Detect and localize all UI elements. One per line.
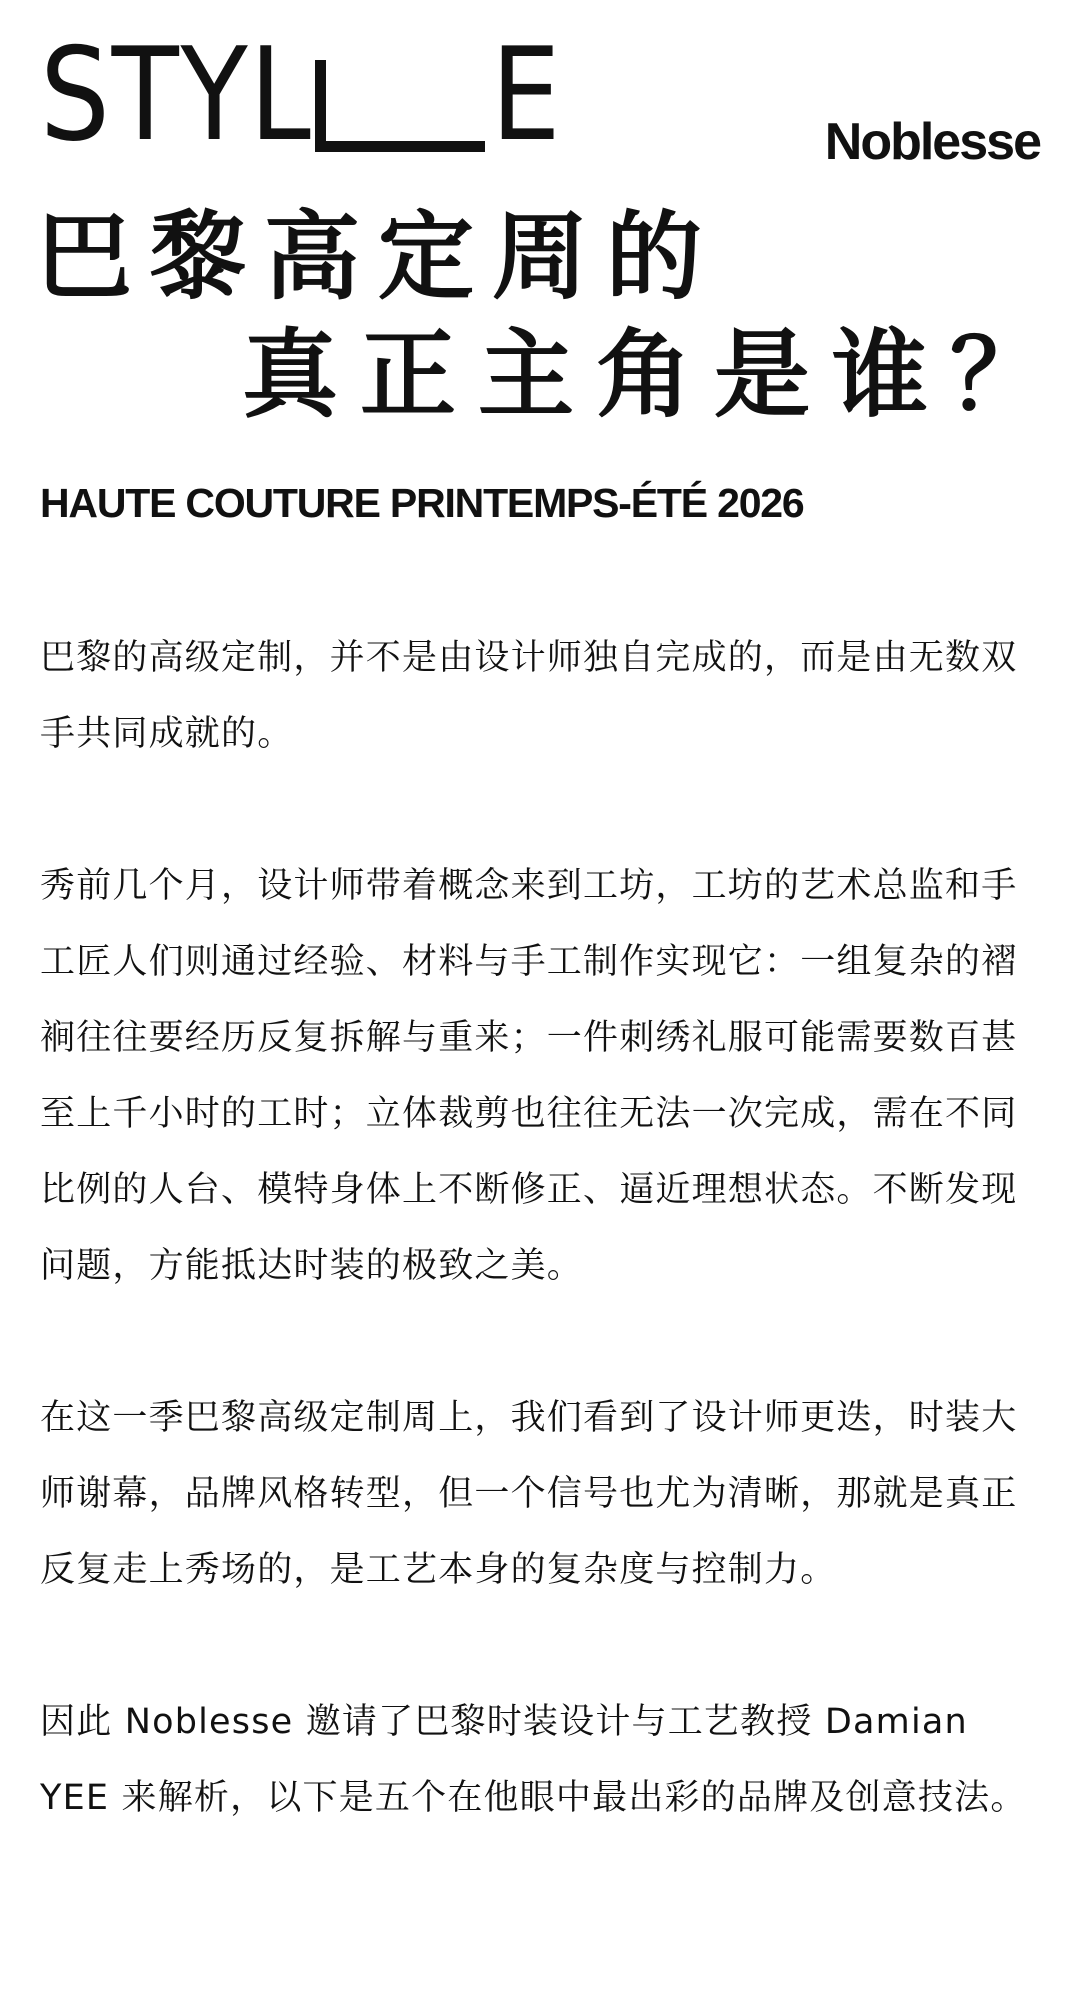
paragraph-3: 在这一季巴黎高级定制周上，我们看到了设计师更迭，时装大师谢幕，品牌风格转型，但一个信号也尤为清晰，那就是真正反复走上秀场的，是工艺本身的复杂度与控制力。 [40, 1398, 1018, 1590]
masthead [40, 21, 1040, 171]
headline-line-1: 巴黎高定周的 [36, 201, 720, 313]
style-logo-letter-e: E [490, 21, 563, 170]
noblesse-logo: Noblesse [824, 113, 1040, 171]
article-body [40, 620, 1040, 1912]
subheadline: HAUTE COUTURE PRINTEMPS-ÉTÉ 2026 [40, 480, 804, 526]
style-logo [40, 21, 574, 170]
paragraph-2: 秀前几个月，设计师带着概念来到工坊，工坊的艺术总监和手工匠人们则通过经验、材料与手工制作实现它：一组复杂的褶裥往往要经历反复拆解与重来；一件刺绣礼服可能需要数百甚至上千小时的工时；立体裁剪也往往无法一次完成，需在不同比例的人台、模特身体上不断修正、逼近理想状态。不断发现问题，方能抵达时装的极致之美。 [40, 866, 1018, 1286]
paragraph-1: 巴黎的高级定制，并不是由设计师独自完成的，而是由无数双手共同成就的。 [40, 638, 1018, 754]
style-logo-bracket [315, 60, 485, 152]
paragraph-4: 因此 Noblesse 邀请了巴黎时装设计与工艺教授 Damian YEE 来解析，以下是五个在他眼中最出彩的品牌及创意技法。 [40, 1702, 1027, 1818]
headline [36, 198, 1068, 434]
headline-line-2: 真正主角是谁？ [242, 319, 1068, 431]
style-logo-letters: STYL [40, 21, 313, 170]
